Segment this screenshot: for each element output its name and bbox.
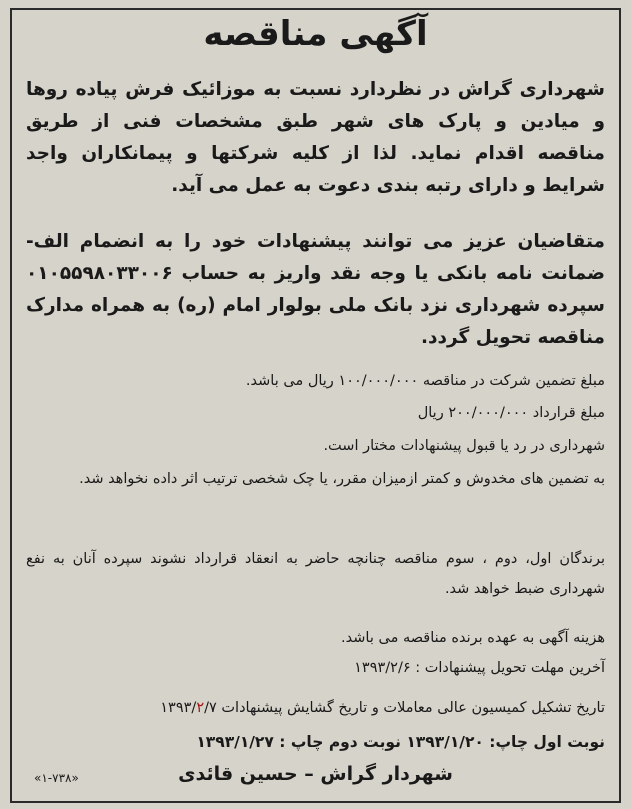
guarantees-line: به تضمین های مخدوش و کمتر ازمیزان مقرر، یا چک شخصی ترتیب اثر داده نخواهد شد. (79, 471, 605, 487)
commission-date (160, 700, 217, 716)
ad-code: «۱-۷۳۸» (34, 771, 79, 785)
rights-line: شهرداری در رد یا قبول پیشنهادات مختار است. (323, 438, 605, 454)
contract-amount-line: مبلغ قرارداد ۲۰۰/۰۰۰/۰۰۰ ریال (417, 405, 605, 421)
commission-date-month: ۲ (196, 700, 205, 716)
deposit-amount-line: مبلغ تضمین شرکت در مناقصه ۱۰۰/۰۰۰/۰۰۰ ریال می باشد. (245, 373, 605, 389)
print-dates-line: نوبت اول چاپ: ۱۳۹۳/۱/۲۰ نوبت دوم چاپ : ۱۳۹۳/۱/۲۷ (196, 733, 605, 751)
commission-date-day: /۷ (204, 700, 217, 716)
commission-line (26, 693, 605, 723)
winners-line: برندگان اول، دوم ، سوم مناقصه چنانچه حاضر به انعقاد قرارداد نشوند سپرده آنان به نفع شهرداری ضبط خواهد شد. (26, 551, 605, 597)
signature-line: شهردار گراش – حسین قائدی (178, 763, 453, 785)
intro-paragraph: شهرداری گراش در نظردارد نسبت به موزائیک فرش پیاده روها و میادین و پارک های شهر طبق مشخصات فنی از طریق مناقصه اقدام نماید. لذا از کلیه شرکتها و پیمانکاران واجد شرایط و دارای رتبه بندی دعوت به عمل می آید. (26, 79, 605, 196)
submission-paragraph: متقاضیان عزیز می توانند پیشنهادات خود را به انضمام الف- ضمانت نامه بانکی یا وجه نقد واریز به حساب ۰۱۰۵۵۹۸۰۳۳۰۰۶ سپرده شهرداری نزد بانک ملی بولوار امام (ره) به همراه مدارک مناقصه تحویل گردد. (26, 231, 605, 348)
cost-line: هزینه آگهی به عهده برنده مناقصه می باشد. (341, 630, 605, 646)
commission-date-year: ۱۳۹۳/ (160, 700, 197, 716)
deadline-line: آخرین مهلت تحویل پیشنهادات : ۱۳۹۳/۲/۶ (354, 660, 605, 676)
ad-title: آگهی مناقصه (203, 14, 428, 54)
commission-label: تاریخ تشکیل کمیسیون عالی معاملات و تاریخ گشایش پیشنهادات (216, 700, 605, 716)
